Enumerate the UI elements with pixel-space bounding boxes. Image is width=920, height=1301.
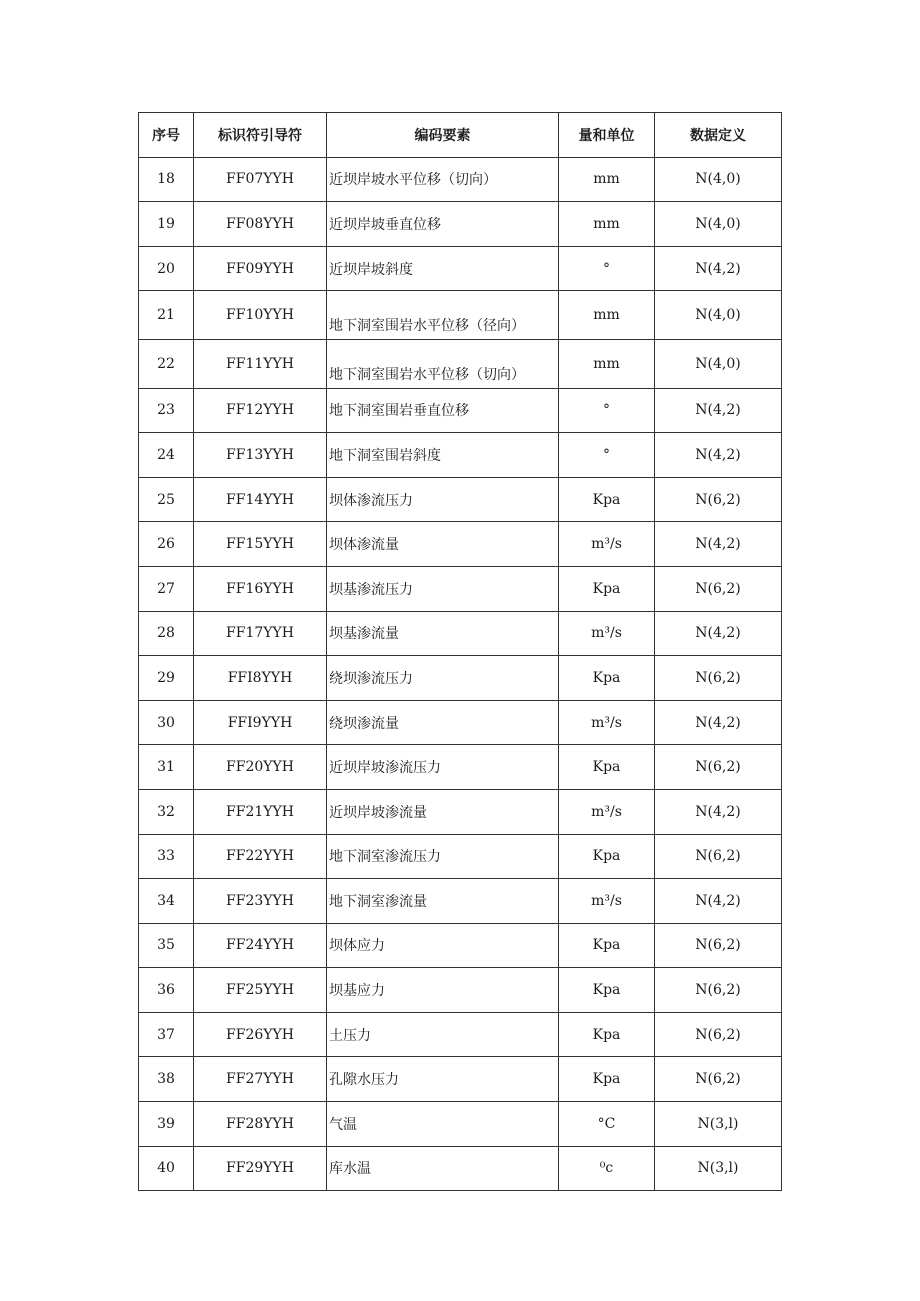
table-row	[139, 923, 782, 968]
cell-identifier: FF24YYH	[194, 923, 327, 968]
cell-definition: N(4,2)	[655, 246, 782, 291]
cell-unit: mm	[559, 202, 655, 247]
table-row	[139, 1102, 782, 1147]
table-row	[139, 433, 782, 478]
code-element-table	[138, 112, 782, 1191]
cell-definition: N(6,2)	[655, 566, 782, 611]
table-row	[139, 202, 782, 247]
cell-definition: N(4,0)	[655, 291, 782, 340]
cell-definition: N(6,2)	[655, 834, 782, 879]
cell-element: 地下洞室围岩水平位移（径向）	[327, 291, 559, 340]
cell-element: 气温	[327, 1102, 559, 1147]
cell-identifier: FF29YYH	[194, 1146, 327, 1191]
cell-serial: 22	[139, 339, 194, 388]
cell-definition: N(4,0)	[655, 339, 782, 388]
cell-unit: Kpa	[559, 1057, 655, 1102]
cell-identifier: FF25YYH	[194, 968, 327, 1013]
cell-definition: N(6,2)	[655, 477, 782, 522]
cell-element: 地下洞室渗流压力	[327, 834, 559, 879]
cell-element: 坝体应力	[327, 923, 559, 968]
cell-unit: m³/s	[559, 700, 655, 745]
cell-identifier: FF20YYH	[194, 745, 327, 790]
cell-element: 坝基渗流压力	[327, 566, 559, 611]
cell-identifier: FF07YYH	[194, 157, 327, 202]
header-element: 编码要素	[327, 113, 559, 158]
table-row	[139, 656, 782, 701]
cell-definition: N(4,2)	[655, 522, 782, 567]
cell-serial: 30	[139, 700, 194, 745]
cell-unit: Kpa	[559, 566, 655, 611]
cell-serial: 38	[139, 1057, 194, 1102]
table-row	[139, 339, 782, 388]
table-row	[139, 566, 782, 611]
cell-unit: Kpa	[559, 968, 655, 1013]
cell-element: 孔隙水压力	[327, 1057, 559, 1102]
cell-element: 近坝岸坡渗流压力	[327, 745, 559, 790]
cell-definition: N(6,2)	[655, 923, 782, 968]
cell-serial: 33	[139, 834, 194, 879]
cell-definition: N(4,2)	[655, 388, 782, 433]
table-row	[139, 477, 782, 522]
cell-identifier: FF21YYH	[194, 789, 327, 834]
table-row	[139, 789, 782, 834]
cell-identifier: FF28YYH	[194, 1102, 327, 1147]
cell-element: 坝体渗流压力	[327, 477, 559, 522]
cell-unit: mm	[559, 339, 655, 388]
cell-identifier: FF11YYH	[194, 339, 327, 388]
cell-element: 坝基渗流量	[327, 611, 559, 656]
cell-serial: 29	[139, 656, 194, 701]
cell-serial: 37	[139, 1012, 194, 1057]
cell-unit: mm	[559, 157, 655, 202]
header-definition: 数据定义	[655, 113, 782, 158]
cell-definition: N(4,2)	[655, 433, 782, 478]
cell-element: 土压力	[327, 1012, 559, 1057]
cell-definition: N(6,2)	[655, 1012, 782, 1057]
cell-element: 库水温	[327, 1146, 559, 1191]
cell-serial: 35	[139, 923, 194, 968]
cell-element: 坝基应力	[327, 968, 559, 1013]
cell-identifier: FF13YYH	[194, 433, 327, 478]
header-unit: 量和单位	[559, 113, 655, 158]
cell-element: 绕坝渗流压力	[327, 656, 559, 701]
cell-definition: N(4,0)	[655, 202, 782, 247]
table-row	[139, 745, 782, 790]
cell-element: 近坝岸坡渗流量	[327, 789, 559, 834]
table-row	[139, 157, 782, 202]
cell-unit: m³/s	[559, 789, 655, 834]
table-header-row	[139, 113, 782, 158]
cell-unit: °C	[559, 1102, 655, 1147]
cell-element: 地下洞室渗流量	[327, 879, 559, 924]
cell-serial: 39	[139, 1102, 194, 1147]
cell-element: 地下洞室围岩垂直位移	[327, 388, 559, 433]
cell-identifier: FFI9YYH	[194, 700, 327, 745]
cell-definition: N(4,2)	[655, 611, 782, 656]
cell-identifier: FF12YYH	[194, 388, 327, 433]
cell-unit: Kpa	[559, 656, 655, 701]
cell-element: 地下洞室围岩水平位移（切向）	[327, 339, 559, 388]
cell-element: 近坝岸坡垂直位移	[327, 202, 559, 247]
table-row	[139, 611, 782, 656]
cell-identifier: FF10YYH	[194, 291, 327, 340]
cell-unit: Kpa	[559, 923, 655, 968]
cell-definition: N(4,2)	[655, 789, 782, 834]
cell-unit: m³/s	[559, 879, 655, 924]
table-row	[139, 700, 782, 745]
cell-element: 近坝岸坡水平位移（切向）	[327, 157, 559, 202]
cell-identifier: FF08YYH	[194, 202, 327, 247]
cell-unit: Kpa	[559, 834, 655, 879]
cell-element: 地下洞室围岩斜度	[327, 433, 559, 478]
cell-definition: N(6,2)	[655, 656, 782, 701]
cell-serial: 31	[139, 745, 194, 790]
table-row	[139, 388, 782, 433]
cell-definition: N(3,l)	[655, 1102, 782, 1147]
cell-serial: 24	[139, 433, 194, 478]
cell-serial: 18	[139, 157, 194, 202]
cell-serial: 27	[139, 566, 194, 611]
header-serial: 序号	[139, 113, 194, 158]
cell-definition: N(3,l)	[655, 1146, 782, 1191]
cell-unit: °	[559, 246, 655, 291]
cell-definition: N(4,0)	[655, 157, 782, 202]
cell-definition: N(6,2)	[655, 968, 782, 1013]
cell-serial: 40	[139, 1146, 194, 1191]
cell-unit: Kpa	[559, 477, 655, 522]
table-row	[139, 246, 782, 291]
cell-definition: N(6,2)	[655, 1057, 782, 1102]
header-identifier: 标识符引导符	[194, 113, 327, 158]
cell-definition: N(4,2)	[655, 879, 782, 924]
cell-unit: °	[559, 433, 655, 478]
table-body	[139, 157, 782, 1191]
cell-serial: 32	[139, 789, 194, 834]
cell-element: 坝体渗流量	[327, 522, 559, 567]
cell-identifier: FF27YYH	[194, 1057, 327, 1102]
cell-identifier: FF16YYH	[194, 566, 327, 611]
cell-serial: 25	[139, 477, 194, 522]
table-row	[139, 1057, 782, 1102]
cell-serial: 23	[139, 388, 194, 433]
table-row	[139, 968, 782, 1013]
cell-unit: Kpa	[559, 745, 655, 790]
cell-element: 绕坝渗流量	[327, 700, 559, 745]
cell-unit: °	[559, 388, 655, 433]
cell-unit: mm	[559, 291, 655, 340]
cell-identifier: FF09YYH	[194, 246, 327, 291]
cell-serial: 34	[139, 879, 194, 924]
cell-serial: 21	[139, 291, 194, 340]
cell-serial: 28	[139, 611, 194, 656]
table-row	[139, 1146, 782, 1191]
table-row	[139, 291, 782, 340]
cell-identifier: FF26YYH	[194, 1012, 327, 1057]
cell-identifier: FF15YYH	[194, 522, 327, 567]
cell-identifier: FFI8YYH	[194, 656, 327, 701]
cell-unit: m³/s	[559, 611, 655, 656]
table-row	[139, 1012, 782, 1057]
cell-unit: m³/s	[559, 522, 655, 567]
cell-identifier: FF17YYH	[194, 611, 327, 656]
table-row	[139, 879, 782, 924]
table-row	[139, 834, 782, 879]
cell-definition: N(6,2)	[655, 745, 782, 790]
cell-definition: N(4,2)	[655, 700, 782, 745]
cell-serial: 26	[139, 522, 194, 567]
cell-unit: ⁰c	[559, 1146, 655, 1191]
cell-serial: 19	[139, 202, 194, 247]
table-row	[139, 522, 782, 567]
cell-element: 近坝岸坡斜度	[327, 246, 559, 291]
cell-identifier: FF23YYH	[194, 879, 327, 924]
cell-serial: 20	[139, 246, 194, 291]
cell-identifier: FF14YYH	[194, 477, 327, 522]
cell-unit: Kpa	[559, 1012, 655, 1057]
cell-serial: 36	[139, 968, 194, 1013]
cell-identifier: FF22YYH	[194, 834, 327, 879]
